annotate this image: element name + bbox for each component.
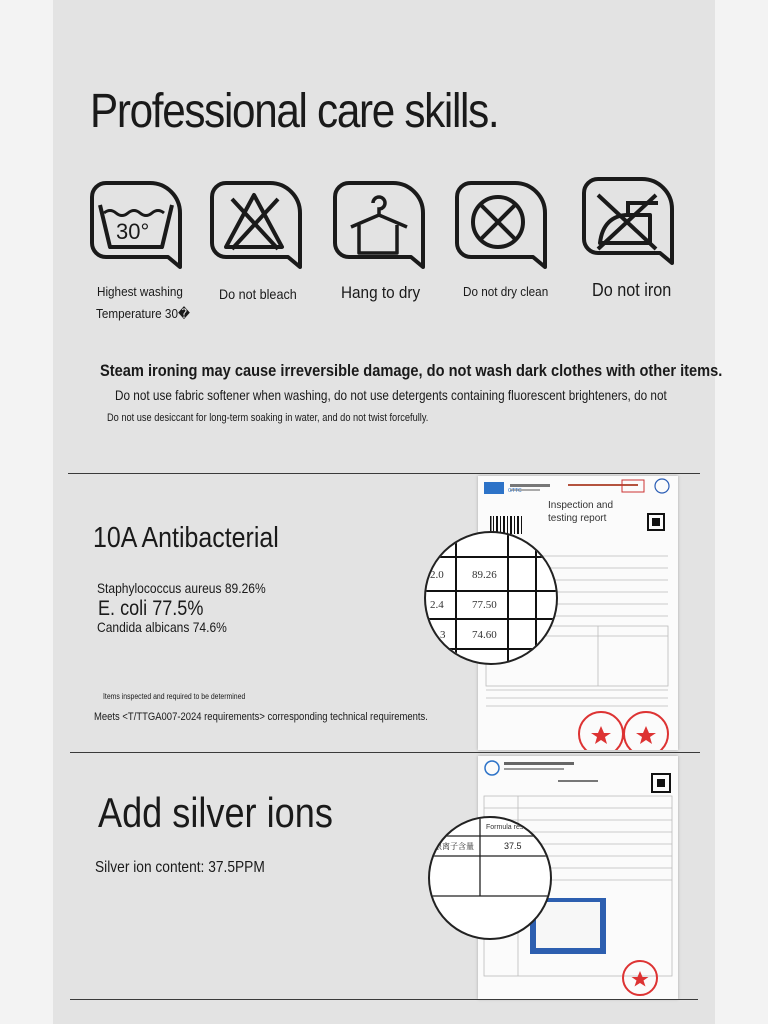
candida-result: Candida albicans 74.6% xyxy=(97,619,227,635)
zoom-row2-value: 77.50 xyxy=(472,599,497,611)
care-title: Professional care skills. xyxy=(90,85,499,138)
wash-label-line1: Highest washing xyxy=(97,284,183,299)
no-iron-icon xyxy=(578,173,678,273)
zoom-row1-value: 89.26 xyxy=(472,569,497,581)
report-title-line2: testing report xyxy=(548,513,607,524)
dryclean-label: Do not dry clean xyxy=(463,284,549,299)
silver-heading: Add silver ions xyxy=(98,789,333,836)
hang-label: Hang to dry xyxy=(341,283,421,302)
bleach-label: Do not bleach xyxy=(219,286,297,302)
report-org: GTTC xyxy=(508,488,522,494)
no-dry-clean-icon xyxy=(451,177,551,277)
care-note-2: Do not use fabric softener when washing, do not use detergents containing fluorescent brighteners, do not xyxy=(115,387,667,403)
divider-2 xyxy=(70,752,700,753)
ecoli-result: E. coli 77.5% xyxy=(98,597,204,620)
inspection-note: Items inspected and required to be determined xyxy=(103,692,246,701)
no-bleach-icon xyxy=(206,177,306,277)
silver-zoom-lens xyxy=(428,816,552,940)
staph-result: Staphylococcus aureus 89.26% xyxy=(97,580,266,596)
silver-zoom-label: 银离子含量 xyxy=(434,842,474,851)
zoom-row3-left: 3 xyxy=(440,629,446,641)
wash-30-icon xyxy=(86,177,186,277)
wash-label-line2: Temperature 30� xyxy=(96,306,190,321)
zoom-row3-value: 74.60 xyxy=(472,629,497,641)
divider-1 xyxy=(68,473,700,474)
antibacterial-zoom-lens xyxy=(424,531,558,665)
iron-label: Do not iron xyxy=(592,280,672,300)
zoom-row2-left: 2.4 xyxy=(430,599,444,611)
silver-content: Silver ion content: 37.5PPM xyxy=(95,859,265,876)
care-note-1: Steam ironing may cause irreversible damage, do not wash dark clothes with other items. xyxy=(100,361,723,380)
hang-dry-icon xyxy=(329,177,429,277)
care-note-3: Do not use desiccant for long-term soaking in water, and do not twist forcefully. xyxy=(107,412,429,424)
meets-requirements: Meets <T/TTGA007-2024 requirements> corresponding technical requirements. xyxy=(94,711,428,723)
wash-temp-label: 30° xyxy=(116,219,150,244)
silver-zoom-value: 37.5 xyxy=(504,841,522,851)
antibacterial-heading: 10A Antibacterial xyxy=(93,522,279,554)
report-title-line1: Inspection and xyxy=(548,500,614,511)
zoom-row1-left: 2.0 xyxy=(430,569,444,581)
divider-3 xyxy=(70,999,698,1000)
silver-zoom-header: Formula result xyxy=(486,824,531,831)
